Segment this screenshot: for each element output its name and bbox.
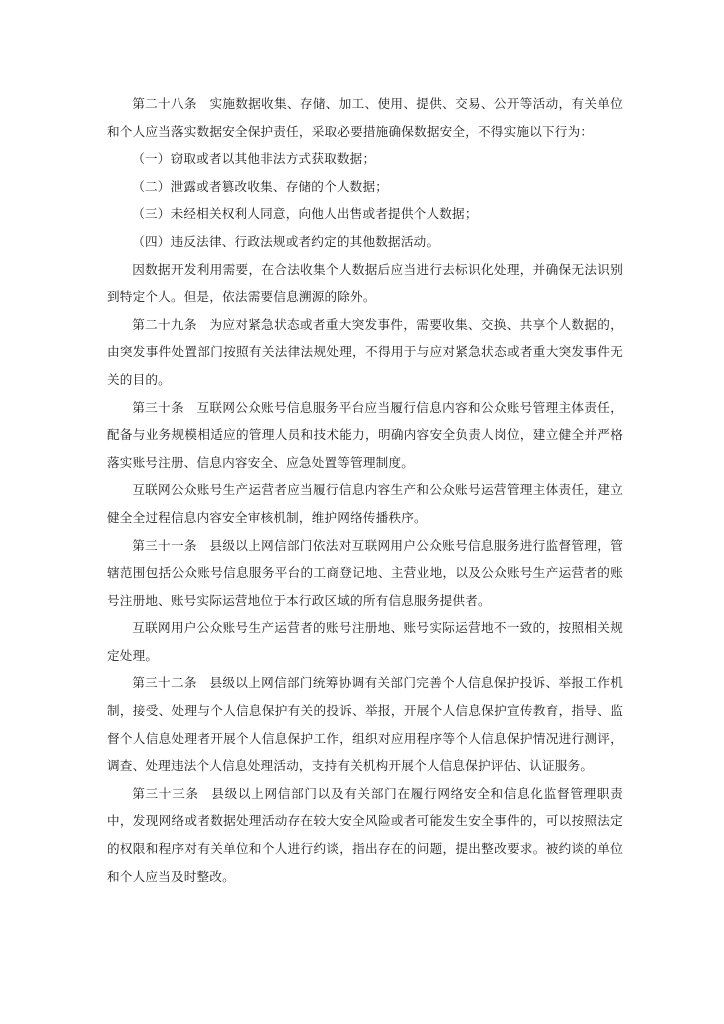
article-33-paragraph: [107, 780, 623, 890]
document-body: [107, 90, 623, 890]
list-item-4: [107, 228, 623, 256]
article-31-paragraph: [107, 532, 623, 615]
paragraph-text: 县级以上网信部门以及有关部门在履行网络安全和信息化监督管理职责中，发现网络或者数据处理活动存在较大安全风险或者可能发生安全事件的，可以按照法定的权限和程序对有关单位和个人进行约谈，指出存在的问题，提出整改要求。被约谈的单位和个人应当及时整改。: [107, 785, 624, 884]
article-30-paragraph: [107, 394, 623, 477]
paragraph-text: 实施数据收集、存储、加工、使用、提供、交易、公开等活动，有关单位和个人应当落实数据安全保护责任，采取必要措施确保数据安全，不得实施以下行为：: [107, 96, 624, 139]
paragraph-text: （二）泄露或者篡改收集、存储的个人数据；: [132, 178, 389, 194]
article-30-supplement-paragraph: [107, 476, 623, 531]
paragraph-text: 为应对紧急状态或者重大突发事件，需要收集、交换、共享个人数据的，由突发事件处置部门按照有关法律法规处理，不得用于与应对紧急状态或者重大突发事件无关的目的。: [107, 316, 624, 387]
article-number: 第三十二条: [132, 675, 197, 691]
list-item-3: [107, 200, 623, 228]
paragraph-text: （一）窃取或者以其他非法方式获取数据；: [132, 151, 376, 167]
article-number: 第三十一条: [132, 537, 197, 553]
article-number: 第三十三条: [132, 785, 199, 801]
article-31-supplement-paragraph: [107, 614, 623, 669]
list-item-2: [107, 173, 623, 201]
article-29-paragraph: [107, 311, 623, 394]
article-number: 第三十条: [132, 399, 184, 415]
article-28-paragraph: [107, 90, 623, 145]
paragraph-text: 县级以上网信部门统筹协调有关部门完善个人信息保护投诉、举报工作机制，接受、处理与个人信息保护有关的投诉、举报，开展个人信息保护宣传教育，指导、监督个人信息处理者开展个人信息保护工作，组织对应用程序等个人信息保护情况进行测评，调查、处理违法个人信息处理活动，支持有关机构开展个人信息保护评估、认证服务。: [107, 675, 624, 774]
article-number: 第二十九条: [132, 316, 197, 332]
paragraph-text: （三）未经相关权利人同意，向他人出售或者提供个人数据；: [132, 206, 478, 222]
paragraph-text: 互联网公众账号信息服务平台应当履行信息内容和公众账号管理主体责任，配备与业务规模相适应的管理人员和技术能力，明确内容安全负责人岗位，建立健全并严格落实账号注册、信息内容安全、应急处置等管理制度。: [107, 399, 623, 470]
paragraph-text: （四）违反法律、行政法规或者约定的其他数据活动。: [132, 233, 440, 249]
paragraph-text: 因数据开发利用需要，在合法收集个人数据后应当进行去标识化处理，并确保无法识别到特定个人。但是，依法需要信息溯源的除外。: [107, 261, 623, 305]
article-number: 第二十八条: [132, 96, 197, 111]
list-item-1: [107, 145, 623, 173]
paragraph-text: 互联网用户公众账号生产运营者的账号注册地、账号实际运营地不一致的，按照相关规定处理。: [107, 620, 623, 663]
paragraph-text: 互联网公众账号生产运营者应当履行信息内容生产和公众账号运营管理主体责任，建立健全全过程信息内容安全审核机制，维护网络传播秩序。: [107, 482, 623, 525]
article-32-paragraph: [107, 669, 623, 779]
paragraph-text: 县级以上网信部门依法对互联网用户公众账号信息服务进行监督管理，管辖范围包括公众账号信息服务平台的工商登记地、主营业地，以及公众账号生产运营者的账号注册地、账号实际运营地位于本行政区域的所有信息服务提供者。: [107, 537, 624, 608]
article-28-supplement-paragraph: [107, 256, 623, 311]
